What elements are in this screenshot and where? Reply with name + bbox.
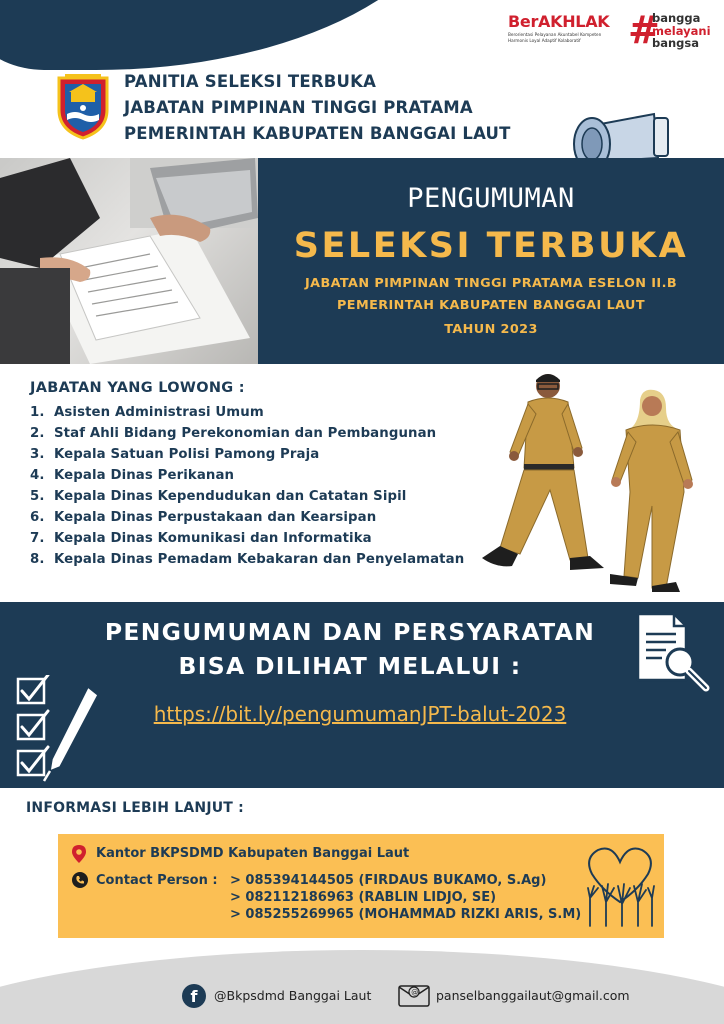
- list-item-number: 6.: [30, 510, 45, 525]
- berakhlak-sub-1: Berorientasi Pelayanan Akuntabel Kompeten: [508, 32, 602, 37]
- list-item-number: 8.: [30, 552, 45, 567]
- vacancies-list: [30, 402, 490, 570]
- regency-emblem-icon: [55, 72, 111, 140]
- contact-line-3: > 085255269965 (MOHAMMAD RIZKI ARIS, S.M): [230, 907, 582, 922]
- hero-title-small: PENGUMUMAN: [407, 183, 575, 214]
- hero-subtitle-1: JABATAN PIMPINAN TINGGI PRATAMA ESELON II.B: [304, 276, 677, 291]
- facebook-icon[interactable]: f: [182, 984, 206, 1008]
- civil-servants-illustration: [470, 368, 700, 594]
- list-item-number: 5.: [30, 489, 45, 504]
- list-item-number: 3.: [30, 447, 45, 462]
- bangga-word-1: bangga: [652, 11, 701, 25]
- location-pin-icon: [72, 845, 86, 863]
- document-search-icon: [632, 610, 714, 692]
- pen-icon: [44, 687, 98, 781]
- list-item-label: Kepala Dinas Perpustakaan dan Kearsipan: [54, 510, 377, 525]
- footer-curve-decoration: [0, 950, 724, 1024]
- announcement-line-1: PENGUMUMAN DAN PERSYARATAN: [104, 618, 596, 646]
- org-line-1: PANITIA SELEKSI TERBUKA: [124, 72, 377, 91]
- contact-line-1: > 085394144505 (FIRDAUS BUKAMO, S.Ag): [230, 873, 547, 888]
- document-signing-illustration: [0, 158, 258, 364]
- list-item-number: 2.: [30, 426, 45, 441]
- facebook-handle[interactable]: @Bkpsdmd Banggai Laut: [214, 988, 372, 1003]
- phone-icon: [72, 872, 88, 888]
- list-item-label: Staf Ahli Bidang Perekonomian dan Pembangunan: [54, 426, 437, 441]
- raised-hands-heart-icon: [584, 842, 656, 928]
- contact-label: Contact Person :: [96, 873, 218, 888]
- email-address[interactable]: panselbanggailaut@gmail.com: [436, 988, 630, 1003]
- top-swoosh-decoration: [0, 0, 460, 70]
- list-item: [30, 402, 490, 423]
- bangga-word-2: melayani: [652, 23, 711, 38]
- list-item-number: 7.: [30, 531, 45, 546]
- list-item: [30, 528, 490, 549]
- announcement-line-2: BISA DILIHAT MELALUI :: [178, 652, 522, 680]
- bangga-word-3: bangsa: [652, 36, 700, 50]
- list-item: [30, 444, 490, 465]
- org-line-3: PEMERINTAH KABUPATEN BANGGAI LAUT: [124, 124, 511, 143]
- list-item: [30, 507, 490, 528]
- list-item-number: 1.: [30, 405, 45, 420]
- hero-subtitle-3: TAHUN 2023: [444, 322, 538, 337]
- announcement-link[interactable]: https://bit.ly/pengumumanJPT-balut-2023: [153, 702, 567, 726]
- bangga-melayani-bangsa-logo: [628, 10, 720, 54]
- list-item: [30, 549, 490, 570]
- office-address: Kantor BKPSDMD Kabupaten Banggai Laut: [96, 846, 410, 861]
- list-item: [30, 486, 490, 507]
- list-item-label: Kepala Dinas Kependudukan dan Catatan Sipil: [54, 489, 407, 504]
- hero-subtitle-2: PEMERINTAH KABUPATEN BANGGAI LAUT: [337, 298, 645, 313]
- vacancies-title: JABATAN YANG LOWONG :: [30, 380, 245, 396]
- hero-photo: [0, 158, 258, 364]
- email-icon[interactable]: [398, 983, 430, 1007]
- berakhlak-sub-2: Harmonis Loyal Adaptif Kolaboratif: [508, 38, 581, 43]
- list-item-label: Kepala Dinas Pemadam Kebakaran dan Penyelamatan: [54, 552, 465, 567]
- organization-header: [124, 69, 544, 147]
- contact-line-2: > 082112186963 (RABLIN LIDJO, SE): [230, 890, 497, 905]
- list-item-label: Kepala Satuan Polisi Pamong Praja: [54, 447, 320, 462]
- list-item-label: Kepala Dinas Komunikasi dan Informatika: [54, 531, 372, 546]
- svg-text:@: @: [411, 988, 419, 997]
- info-title: INFORMASI LEBIH LANJUT :: [26, 800, 244, 816]
- list-item-number: 4.: [30, 468, 45, 483]
- berakhlak-title: BerAKHLAK: [508, 12, 610, 31]
- list-item-label: Asisten Administrasi Umum: [54, 405, 264, 420]
- list-item: [30, 423, 490, 444]
- bangga-hash: #: [628, 8, 660, 52]
- org-line-2: JABATAN PIMPINAN TINGGI PRATAMA: [124, 98, 473, 117]
- berakhlak-logo: [508, 12, 620, 43]
- list-item-label: Kepala Dinas Perikanan: [54, 468, 235, 483]
- checklist-icon: [14, 675, 104, 783]
- bangga-words: [652, 12, 711, 50]
- hero-title-big: SELEKSI TERBUKA: [293, 226, 689, 266]
- list-item: [30, 465, 490, 486]
